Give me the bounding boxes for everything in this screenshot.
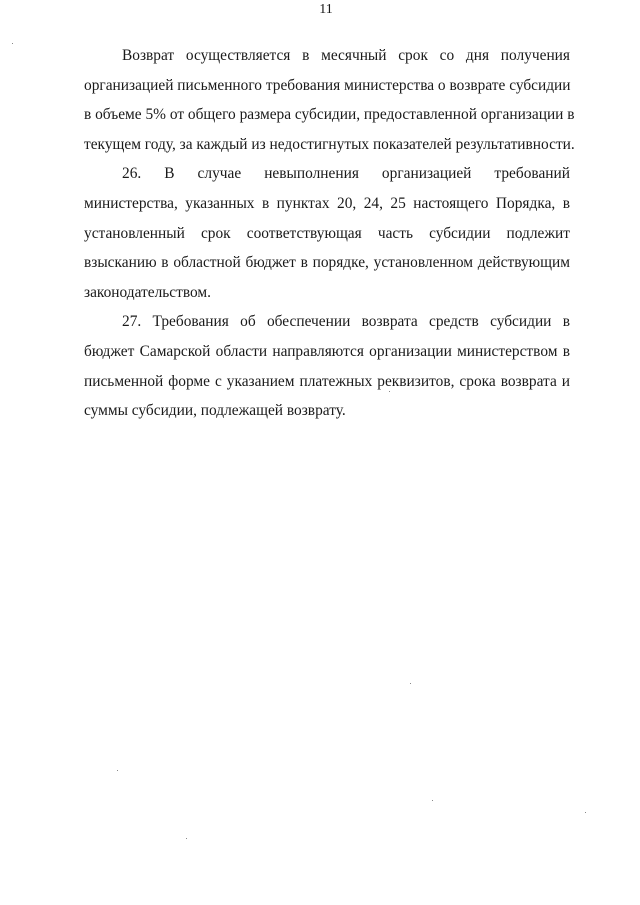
scan-speck (186, 838, 187, 839)
document-body (84, 41, 575, 426)
text-line: министерства, указанных в пунктах 20, 24, 25 настоящего Порядка, в (84, 194, 570, 212)
text-line: Возврат осуществляется в месячный срок со дня получения (122, 47, 570, 64)
page-number: 11 (319, 2, 333, 17)
scan-speck (410, 683, 411, 684)
text-line: взысканию в областной бюджет в порядке, установленном действующим (84, 254, 570, 272)
text-line: установленный срок соответствующая часть субсидии подлежит (84, 224, 570, 242)
text-line: текущем году, за каждый из недостигнутых показателей результативности. (84, 135, 575, 153)
paragraph-26 (84, 159, 570, 307)
text-line: организацией письменного требования министерства о возврате субсидии (84, 76, 571, 94)
text-line: в объеме 5% от общего размера субсидии, предоставленной организации в (84, 106, 575, 124)
text-line: бюджет Самарской области направляются организации министерством в (84, 342, 570, 360)
paragraph-27 (84, 307, 570, 425)
text-line: 26. В случае невыполнения организацией требований (122, 165, 570, 183)
text-line: суммы субсидии, подлежащей возврату. (84, 402, 346, 420)
text-line: письменной форме с указанием платежных реквизитов, срока возврата и (84, 372, 570, 390)
text-line: законодательством. (84, 283, 212, 301)
scan-speck (389, 391, 390, 392)
scan-speck (432, 800, 433, 801)
text-line: 27. Требования об обеспечении возврата средств субсидии в (122, 313, 570, 331)
scan-speck (117, 770, 118, 771)
scan-speck (12, 43, 13, 44)
scan-speck (585, 812, 586, 813)
paragraph-return-terms (84, 41, 575, 159)
